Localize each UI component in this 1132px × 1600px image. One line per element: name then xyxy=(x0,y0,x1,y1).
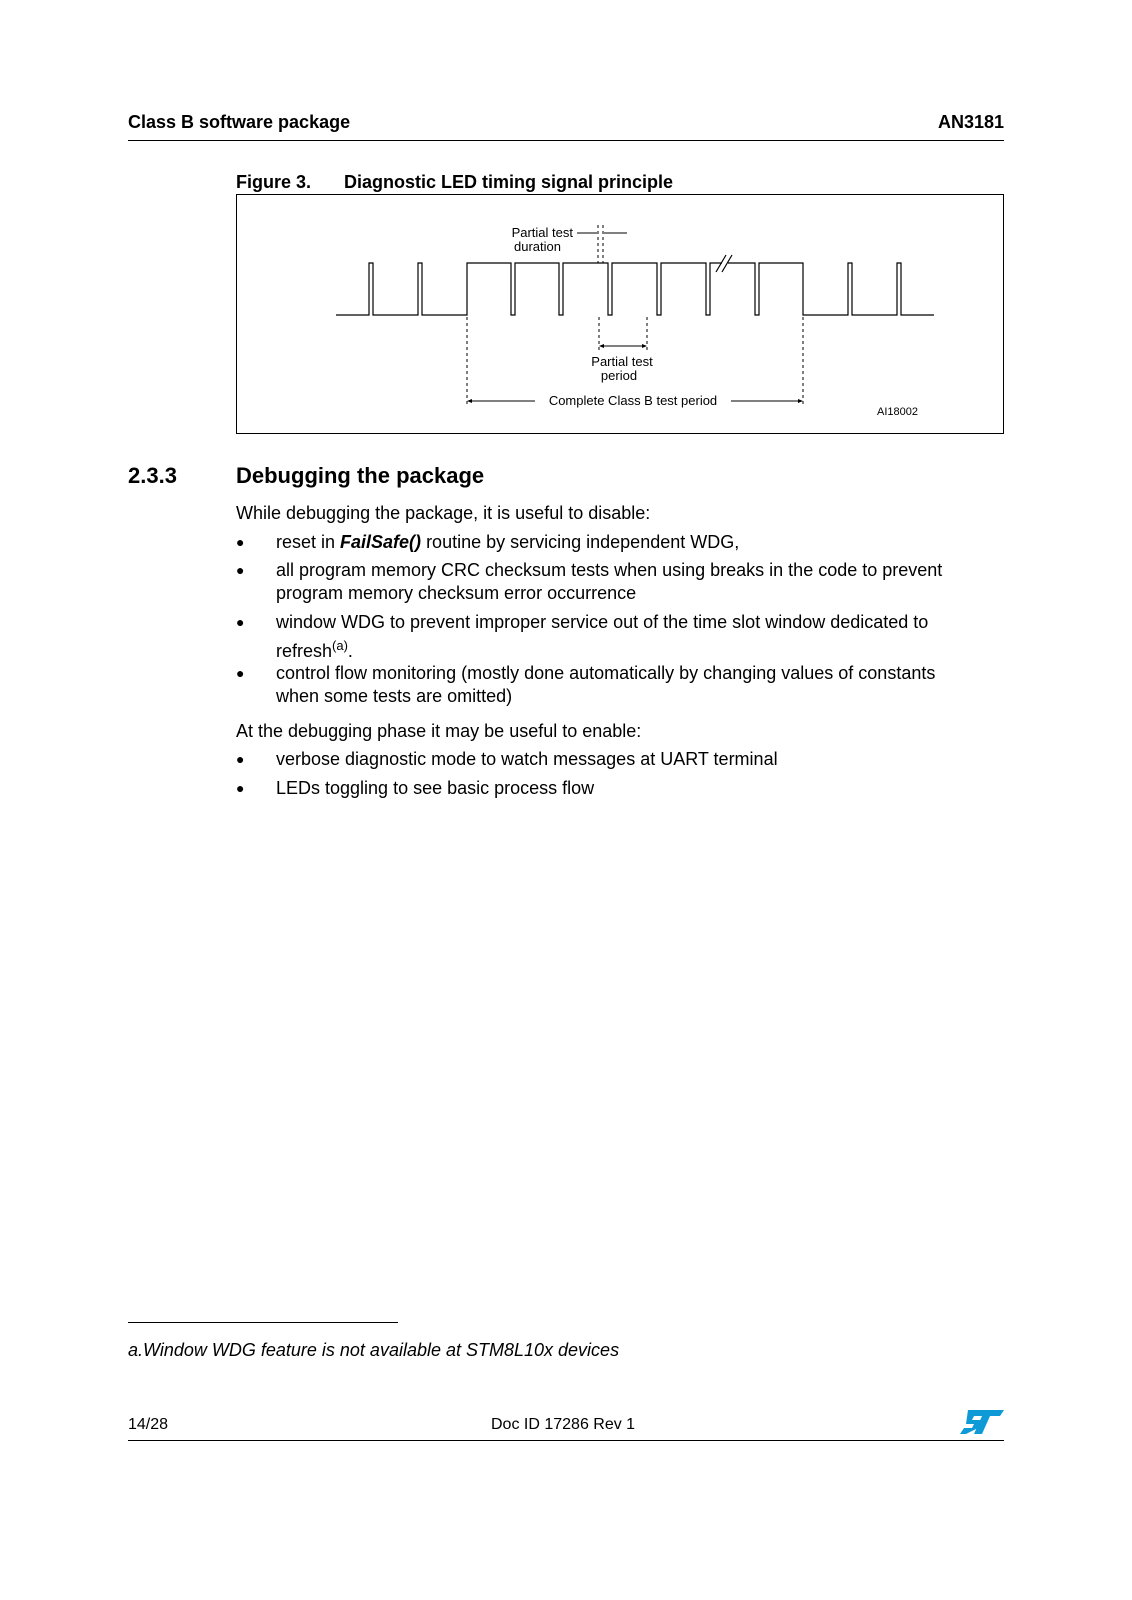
st-logo-icon xyxy=(960,1408,1004,1436)
footer-rule xyxy=(128,1440,1004,1441)
disable-item-1: reset in FailSafe() routine by servicing independent WDG, xyxy=(276,532,740,552)
st-logo xyxy=(960,1408,1004,1436)
disable-intro: While debugging the package, it is useful to disable: xyxy=(236,503,651,523)
complete-arrowhead-right xyxy=(798,399,803,403)
section-title: Debugging the package xyxy=(236,463,485,488)
label-partial-duration-2: duration xyxy=(514,239,561,254)
label-complete-period: Complete Class B test period xyxy=(548,393,718,408)
svg-text:ST: ST xyxy=(960,1408,962,1409)
enable-intro: At the debugging phase it may be useful to enable: xyxy=(236,721,642,741)
timing-diagram xyxy=(237,195,1005,435)
bullet-dot: ● xyxy=(236,780,245,796)
header-section-title: Class B software package xyxy=(128,112,351,132)
doc-id: Doc ID 17286 Rev 1 xyxy=(491,1416,636,1433)
led-signal-waveform xyxy=(336,263,722,315)
label-partial-period-1: Partial test xyxy=(591,354,653,369)
figure-ref-code: AI18002 xyxy=(877,406,918,418)
footnote-a: a.Window WDG feature is not available at STM8L10x devices xyxy=(128,1340,620,1360)
failsafe-routine: FailSafe() xyxy=(340,532,422,552)
enable-item-2: LEDs toggling to see basic process flow xyxy=(276,778,595,798)
label-partial-duration-1: Partial test xyxy=(511,225,573,240)
header-rule xyxy=(128,140,1004,141)
bullet-dot: ● xyxy=(236,534,245,550)
bullet-dot: ● xyxy=(236,562,245,578)
period-arrowhead-right xyxy=(642,344,647,348)
bullet-dot: ● xyxy=(236,751,245,767)
enable-item-1: verbose diagnostic mode to watch messages at UART terminal xyxy=(276,749,778,769)
period-arrowhead-left xyxy=(599,344,604,348)
bullet-dot: ● xyxy=(236,665,245,681)
figure-number: Figure 3. xyxy=(236,172,312,192)
footnote-rule xyxy=(128,1322,398,1323)
led-signal-waveform-continued xyxy=(728,263,934,315)
page-number: 14/28 xyxy=(128,1416,169,1433)
bullet-dot: ● xyxy=(236,614,245,630)
header-doc-code: AN3181 xyxy=(937,112,1004,132)
complete-arrowhead-left xyxy=(467,399,472,403)
disable-item-2: all program memory CRC checksum tests when using breaks in the code to prevent program memory checksum error occurrence xyxy=(276,560,943,603)
figure-title: Diagnostic LED timing signal principle xyxy=(344,172,674,192)
disable-item-3: window WDG to prevent improper service out of the time slot window dedicated to refresh$^{(a)}$. xyxy=(276,612,929,661)
figure-frame xyxy=(236,194,1004,434)
footnote-ref-a[interactable]: (a) xyxy=(332,638,348,653)
disable-item-4: control flow monitoring (mostly done automatically by changing values of constants when some tests are omitted) xyxy=(276,663,936,706)
label-partial-period-2: period xyxy=(600,368,638,383)
section-number: 2.3.3 xyxy=(128,463,177,488)
